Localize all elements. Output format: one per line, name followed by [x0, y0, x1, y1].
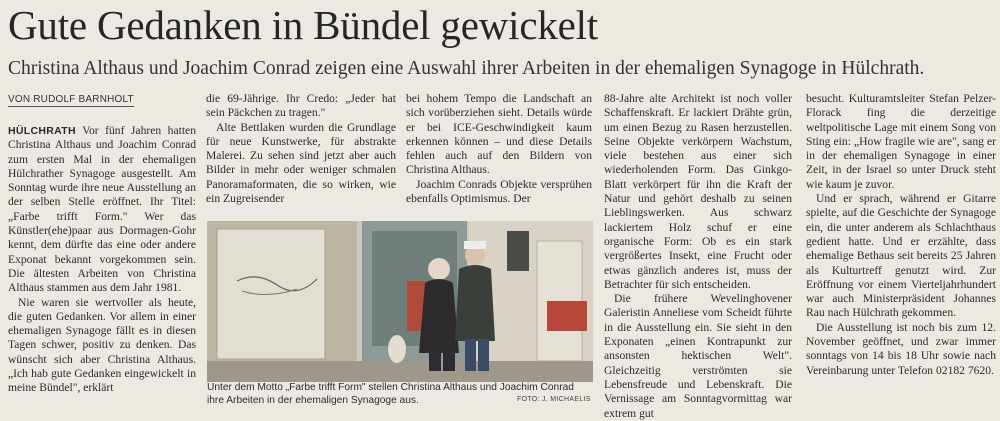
paragraph: Die frühere Wevelinghovener Galeristin Anneliese vom Scheidt führte in die Ausstellung ein. Sie sieht in den Exponaten „einen Kontrapunkt zur ansonsten hektischen Welt". Gleichzeitig verströmten sie Lebensfreude und Lebenskraft. Die Vernissage am Sonntagvormittag war extrem gut	[604, 292, 792, 420]
paragraph-text: Vor fünf Jahren hatten Christina Althaus und Joachim Conrad zum ersten Mal in der ehemaligen Hülchrather Synagoge ausgestellt. Am Sonntag wurde ihre neue Ausstellung an der selben Stelle eröffnet. Ihr Titel: „Farbe trifft Form." Wer das Künstler(ehe)paar aus Dormagen-Gohr kennt, dem dürfte das eine oder andere Exponat bekannt vorgekommen sein. Die ältesten Arbeiten von Christina Althaus stammen aus dem Jahr 1981.	[8, 124, 196, 295]
paragraph: Die Ausstellung ist noch bis zum 12. November geöffnet, und zwar immer sonntags von 14 bis 18 Uhr sowie nach Vereinbarung unter Telefon 02182 7620.	[806, 320, 996, 377]
photo-illustration	[207, 221, 593, 382]
paragraph: 88-Jahre alte Architekt ist noch voller Schaffenskraft. Er lackiert Drähte grün, um einen Bezug zu Rasen herzustellen. Seine Objekte verkörpern Wachstum, viele bestehen aus einer sich wiederholenden Form. Das Ginkgo-Blatt verkörpert für ihn die Kraft der Natur und gehört deshalb zu seinen Lieblingswerken. Aus schwarz lackiertem Holz schuf er eine organische Form: Ob es ein stark vergrößertes Insekt, eine Frucht oder etwas gänzlich anderes ist, muss der Betrachter für sich entscheiden.	[604, 92, 792, 291]
article-column-3	[406, 92, 592, 206]
headline: Gute Gedanken in Bündel gewickelt	[8, 2, 599, 48]
article-column-4	[604, 92, 792, 421]
photo-caption: Unter dem Motto „Farbe trifft Form" stellen Christina Althaus und Joachim Conrad ihre Arbeiten in der ehemaligen Synagoge aus.	[207, 382, 574, 406]
subheadline: Christina Althaus und Joachim Conrad zeigen eine Auswahl ihrer Arbeiten in der ehemaligen Synagoge in Hülchrath.	[8, 58, 925, 79]
dateline: HÜLCHRATH	[8, 125, 76, 137]
paragraph	[8, 124, 196, 296]
paragraph: Und er sprach, während er Gitarre spielte, auf die Geschichte der Synagoge ein, die unter anderem als Schlachthaus gedient hatte. Und er erzählte, dass ehemalige Bethaus seit bereits 25 Jahren als Kulturtreff genutzt wird. Zur Eröffnung vor einem Vierteljahrhundert war auch Ministerpräsident Johannes Rau nach Hülchrath gekommen.	[806, 192, 996, 320]
paragraph: Nie waren sie wertvoller als heute, die guten Gedanken. Vor allem in einer ehemaligen Synagoge fällt es in diesen Tagen schwer, positiv zu denken. Das wünscht sich aber Christina Althaus. „Ich hab gute Gedanken eingewickelt in meine Bündel", erklärt	[8, 295, 196, 395]
photo-credit: FOTO: J. MICHAELIS	[517, 396, 591, 403]
article-column-5	[806, 92, 996, 378]
paragraph: besucht. Kulturamtsleiter Stefan Pelzer-Florack fing die derzeitige weltpolitische Lage mit einem Song von Sting ein: „How fragile wie are", sang er in der ehemaligen Synagoge in einer Zeit, in der Israel so unter Druck steht wie kaum je zuvor.	[806, 92, 996, 191]
article-photo	[207, 221, 593, 382]
article-column-1	[8, 124, 196, 396]
paragraph: die 69-Jährige. Ihr Credo: „Jeder hat sein Päckchen zu tragen."	[206, 92, 396, 120]
paragraph: bei hohem Tempo die Landschaft an sich vorüberziehen sieht. Details würde er bei ICE-Geschwindigkeit kaum erkennen können – und diese Details fehlen auch auf den Bildern von Christina Althaus.	[406, 92, 592, 177]
paragraph: Alte Bettlaken wurden die Grundlage für neue Kunstwerke, für abstrakte Malerei. Zu sehen sind jetzt aber auch Bilder in mehr oder weniger schmalen Panoramaformaten, die so wirken, wie ein Zugreisender	[206, 120, 396, 206]
byline: VON RUDOLF BARNHOLT	[8, 94, 134, 105]
paragraph: Joachim Conrads Objekte versprühen ebenfalls Optimismus. Der	[406, 177, 592, 206]
article-column-2	[206, 92, 396, 206]
